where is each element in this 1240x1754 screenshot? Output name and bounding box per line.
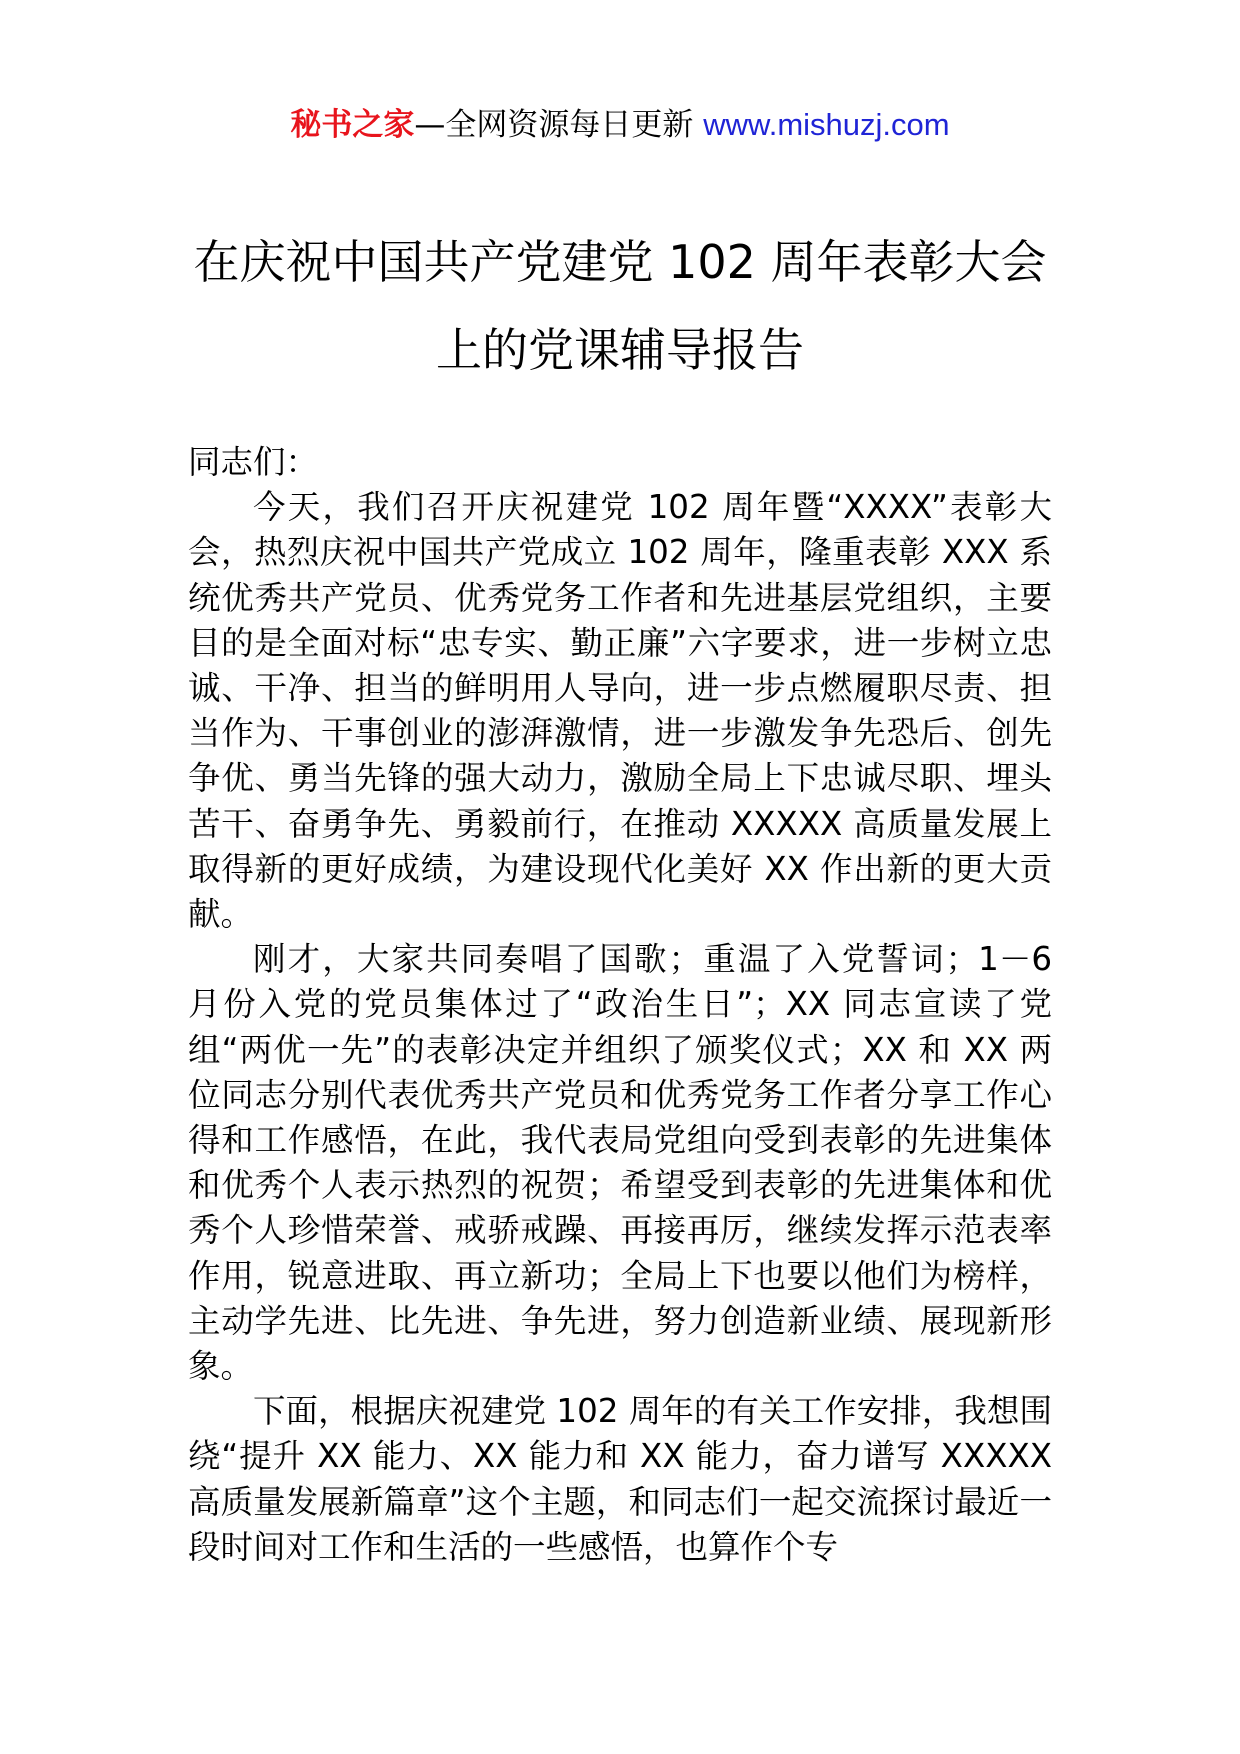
body-paragraph: 刚才，大家共同奏唱了国歌；重温了入党誓词；1－6 月份入党的党员集体过了“政治生日”；XX 同志宣读了党组“两优一先”的表彰决定并组织了颁奖仪式；XX 和 XX 两位同志分别代表优秀共产党员和优秀党务工作者分享工作心得和工作感悟，在此，我代表局党组向受到表彰的先进集体和优秀个人表示热烈的祝贺；希望受到表彰的先进集体和优秀个人珍惜荣誉、戒骄戒躁、再接再厉，继续发挥示范表率作用，锐意进取、再立新功；全局上下也要以他们为榜样，主动学先进、比先进、争先进，努力创造新业绩、展现新形象。 xyxy=(188,940,1052,1386)
body-paragraph: 今天，我们召开庆祝建党 102 周年暨“XXXX”表彰大会，热烈庆祝中国共产党成立 102 周年，隆重表彰 XXX 系统优秀共产党员、优秀党务工作者和先进基层党组织，主要目的是全面对标“忠专实、勤正廉”六字要求，进一步树立忠诚、干净、担当的鲜明用人导向，进一步点燃履职尽责、担当作为、干事创业的澎湃激情，进一步激发争先恐后、创先争优、勇当先锋的强大动力，激励全局上下忠诚尽职、埋头苦干、奋勇争先、勇毅前行，在推动 XXXXX 高质量发展上取得新的更好成绩，为建设现代化美好 XX 作出新的更大贡献。 xyxy=(188,488,1052,934)
document-title-line-1: 在庆祝中国共产党建党 102 周年表彰大会 xyxy=(193,235,1047,289)
site-tagline: —全网资源每日更新 xyxy=(414,107,704,143)
document-body xyxy=(188,440,1052,1570)
site-brand: 秘书之家 xyxy=(290,107,415,143)
document-title-line-2: 上的党课辅导报告 xyxy=(436,323,804,377)
salutation: 同志们： xyxy=(188,443,319,481)
body-paragraph: 下面，根据庆祝建党 102 周年的有关工作安排，我想围绕“提升 XX 能力、XX 能力和 XX 能力，奋力谱写 XXXXX 高质量发展新篇章”这个主题，和同志们一起交流探讨最近一段时间对工作和生活的一些感悟，也算作个专 xyxy=(188,1392,1052,1566)
document-title xyxy=(150,218,1090,394)
site-url-link[interactable]: www.mishuzj.com xyxy=(703,107,950,142)
site-header xyxy=(0,100,1240,150)
